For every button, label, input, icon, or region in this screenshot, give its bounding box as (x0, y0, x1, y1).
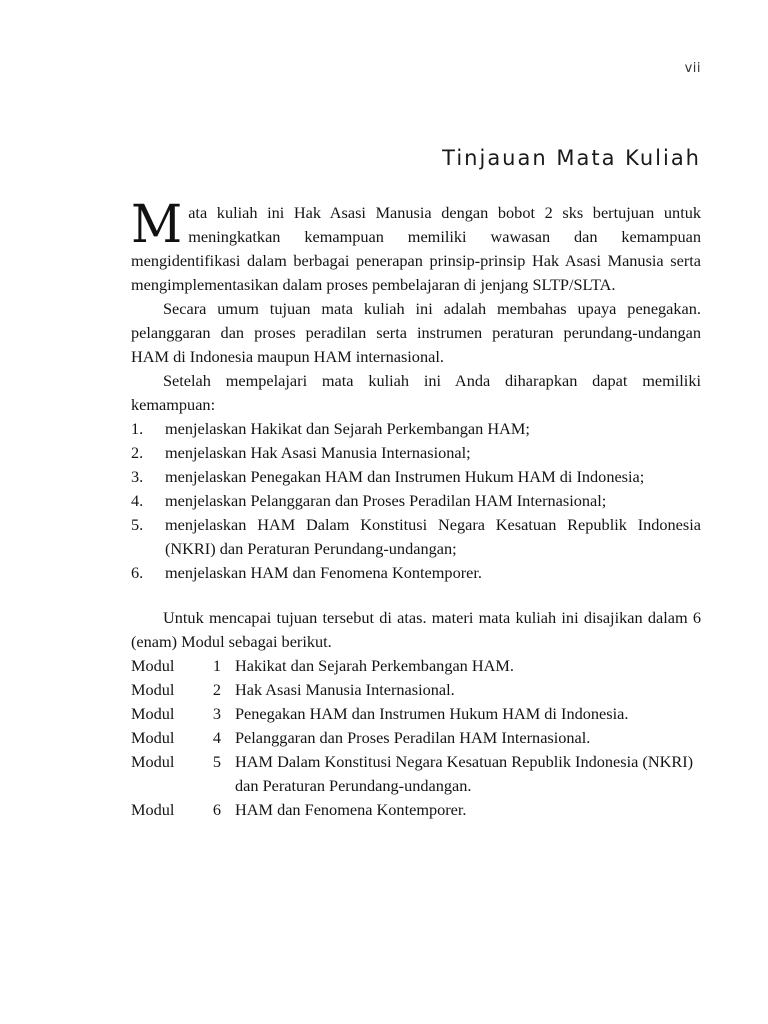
table-row (131, 726, 701, 750)
module-number: 4 (212, 728, 222, 747)
list-number: 5. (131, 515, 144, 534)
module-title: HAM Dalam Konstitusi Negara Kesatuan Republik Indonesia (NKRI) dan Peraturan Perundang-undangan. (235, 752, 694, 795)
paragraph-modules-intro: Untuk mencapai tujuan tersebut di atas. materi mata kuliah ini disajikan dalam 6 (enam) Modul sebagai berikut. (131, 608, 701, 651)
module-title: Pelanggaran dan Proses Peradilan HAM Internasional. (235, 728, 591, 747)
list-text: menjelaskan Penegakan HAM dan Instrumen Hukum HAM di Indonesia; (165, 467, 645, 486)
drop-cap: M (131, 193, 183, 255)
module-number: 1 (212, 656, 222, 675)
page-title: Tinjauan Mata Kuliah (442, 146, 701, 170)
list-text: menjelaskan Pelanggaran dan Proses Peradilan HAM Internasional; (165, 491, 607, 510)
body-content (131, 193, 701, 822)
paragraph-outcomes: Setelah mempelajari mata kuliah ini Anda diharapkan dapat memiliki kemampuan: (131, 371, 701, 414)
list-text: menjelaskan HAM Dalam Konstitusi Negara Kesatuan Republik Indonesia (NKRI) dan Peraturan Perundang-undangan; (165, 515, 701, 558)
intro-paragraph (131, 193, 701, 297)
list-number: 4. (131, 491, 144, 510)
module-number: 2 (212, 680, 222, 699)
list-text: menjelaskan Hakikat dan Sejarah Perkembangan HAM; (165, 419, 530, 438)
module-title: Hak Asasi Manusia Internasional. (235, 680, 455, 699)
list-item (131, 561, 701, 585)
module-label: Modul (131, 680, 175, 699)
table-row (131, 798, 701, 822)
modules-table (131, 654, 701, 822)
spacer (131, 585, 701, 606)
module-label: Modul (131, 656, 175, 675)
table-row (131, 702, 701, 726)
module-title: HAM dan Fenomena Kontemporer. (235, 800, 467, 819)
table-row (131, 750, 701, 798)
objectives-list (131, 417, 701, 585)
module-number: 3 (212, 704, 222, 723)
list-item (131, 465, 701, 489)
list-item (131, 441, 701, 465)
list-text: menjelaskan HAM dan Fenomena Kontemporer. (165, 563, 482, 582)
module-label: Modul (131, 752, 175, 771)
list-number: 1. (131, 419, 144, 438)
table-row (131, 654, 701, 678)
list-number: 6. (131, 563, 144, 582)
list-number: 3. (131, 467, 144, 486)
module-number: 6 (212, 800, 222, 819)
module-label: Modul (131, 704, 175, 723)
list-text: menjelaskan Hak Asasi Manusia Internasional; (165, 443, 471, 462)
intro-text: ata kuliah ini Hak Asasi Manusia dengan bobot 2 sks bertujuan untuk meningkatkan kemampuan memiliki wawasan dan kemampuan mengidentifikasi dalam berbagai penerapan prinsip-prinsip Hak Asasi Manusia serta mengimplementasikan dalam proses pembelajaran di jenjang SLTP/SLTA. (131, 203, 701, 294)
page-number: vii (684, 61, 701, 76)
paragraph-purpose: Secara umum tujuan mata kuliah ini adalah membahas upaya penegakan. pelanggaran dan proses peradilan serta instrumen peraturan perundang-undangan HAM di Indonesia maupun HAM internasional. (131, 299, 701, 366)
list-item (131, 417, 701, 441)
list-number: 2. (131, 443, 144, 462)
module-label: Modul (131, 800, 175, 819)
list-item (131, 489, 701, 513)
module-title: Penegakan HAM dan Instrumen Hukum HAM di Indonesia. (235, 704, 629, 723)
module-title: Hakikat dan Sejarah Perkembangan HAM. (235, 656, 514, 675)
module-label: Modul (131, 728, 175, 747)
list-item (131, 513, 701, 561)
table-row (131, 678, 701, 702)
module-number: 5 (212, 752, 222, 771)
